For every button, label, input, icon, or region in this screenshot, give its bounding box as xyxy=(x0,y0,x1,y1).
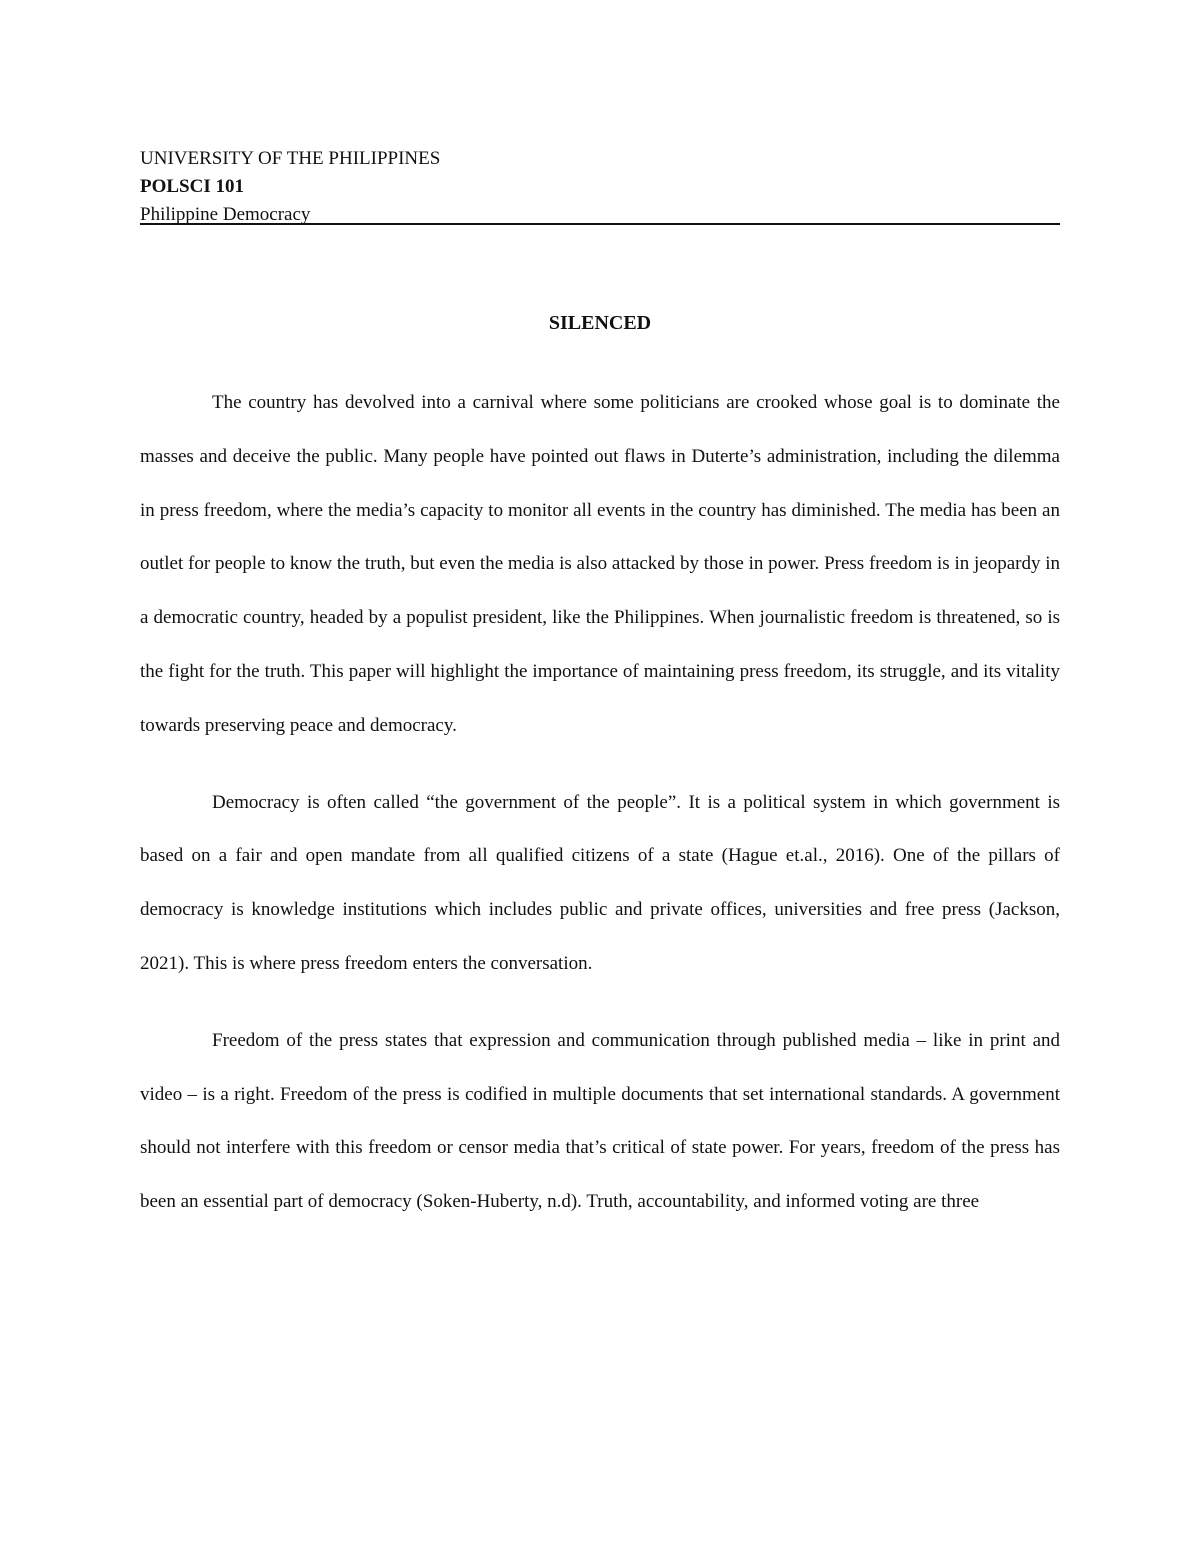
course-code: POLSCI 101 xyxy=(140,176,244,197)
document-header xyxy=(140,145,1060,229)
course-name: Philippine Democracy xyxy=(140,204,311,225)
document-title: SILENCED xyxy=(548,312,652,334)
paragraph-democracy: Democracy is often called “the government of the people”. It is a political system in which government is based on a fair and open mandate from all qualified citizens of a state (Hague et.al., 2016). One of the pillars of democracy is knowledge institutions which includes public and private offices, universities and free press (Jackson, 2021). This is where press freedom enters the conversation. xyxy=(140,791,1060,974)
header-divider xyxy=(140,223,1060,225)
paragraph-press-freedom: Freedom of the press states that expression and communication through published media – like in print and video – is a right. Freedom of the press is codified in multiple documents that set international standards. A government should not interfere with this freedom or censor media that’s critical of state power. For years, freedom of the press has been an essential part of democracy (Soken-Huberty, n.d). Truth, accountability, and informed voting are three xyxy=(140,1029,1060,1213)
paragraph-introduction: The country has devolved into a carnival where some politicians are crooked whose goal is to dominate the masses and deceive the public. Many people have pointed out flaws in Duterte’s administration, including the dilemma in press freedom, where the media’s capacity to monitor all events in the country has diminished. The media has been an outlet for people to know the truth, but even the media is also attacked by those in power. Press freedom is in jeopardy in a democratic country, headed by a populist president, like the Philippines. When journalistic freedom is threatened, so is the fight for the truth. This paper will highlight the importance of maintaining press freedom, its struggle, and its vitality towards preserving peace and democracy. xyxy=(140,392,1060,736)
document-body xyxy=(140,376,1060,1229)
institution-name: UNIVERSITY OF THE PHILIPPINES xyxy=(140,148,441,169)
